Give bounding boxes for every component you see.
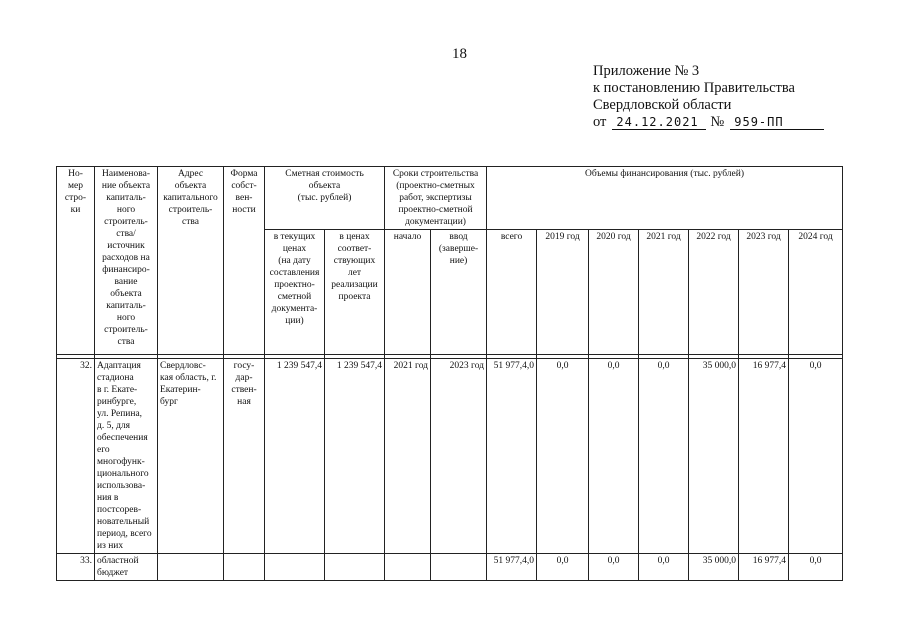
row-cost-current: 1 239 547,4: [265, 359, 325, 554]
row-number: 33.: [57, 554, 95, 581]
header-2020: 2020 год: [589, 230, 639, 355]
row-2024: 0,0: [789, 554, 843, 581]
appendix-resolution-line: к постановлению Правительства: [593, 80, 795, 96]
appendix-region-line: Свердловской области: [593, 97, 732, 113]
header-object-name: Наименова- ние объекта капиталь- ного строитель- ства/ источник расходов на финансиро- вание объекта капиталь- ного строитель- ства: [95, 167, 158, 355]
table-row: [57, 554, 843, 581]
appendix-date-number-line: [593, 114, 824, 131]
appendix-title: Приложение № 3: [593, 63, 700, 79]
header-2022: 2022 год: [689, 230, 739, 355]
row-ownership: [224, 554, 265, 581]
row-cost-years: 1 239 547,4: [325, 359, 385, 554]
row-start: [385, 554, 431, 581]
header-ownership: Форма собст- вен- ности: [224, 167, 265, 355]
header-construction-terms: Сроки строительства (проектно-сметных работ, экспертизы проектно-сметной документации): [385, 167, 487, 230]
row-object-name: Адаптация стадиона в г. Екате- ринбурге, ул. Репина, д. 5, для обеспечения его многофунк- ционального использова- ния в постсорев- новательный период, всего из них: [95, 359, 158, 554]
header-financing-volumes: Объемы финансирования (тыс. рублей): [487, 167, 843, 230]
number-label: №: [710, 114, 725, 130]
row-commission: 2023 год: [431, 359, 487, 554]
header-estimated-cost: Сметная стоимость объекта (тыс. рублей): [265, 167, 385, 230]
resolution-date: 24.12.2021: [612, 115, 706, 130]
row-total: 51 977,4,0: [487, 554, 537, 581]
row-2020: 0,0: [589, 359, 639, 554]
row-2020: 0,0: [589, 554, 639, 581]
row-2023: 16 977,4: [739, 359, 789, 554]
header-cost-current: в текущих ценах (на дату составления проектно- сметной документа- ции): [265, 230, 325, 355]
row-address: Свердловс- кая область, г. Екатерин- бург: [158, 359, 224, 554]
from-label: от: [593, 114, 607, 130]
header-row-number: Но- мер стро- ки: [57, 167, 95, 355]
row-address: [158, 554, 224, 581]
row-2019: 0,0: [537, 359, 589, 554]
row-ownership: госу- дар- ствен- ная: [224, 359, 265, 554]
page-number: 18: [452, 46, 467, 62]
row-2022: 35 000,0: [689, 554, 739, 581]
table-row: [57, 359, 843, 554]
header-2021: 2021 год: [639, 230, 689, 355]
appendix-header: [593, 63, 824, 131]
header-2019: 2019 год: [537, 230, 589, 355]
header-address: Адрес объекта капитального строитель- ства: [158, 167, 224, 355]
row-2021: 0,0: [639, 554, 689, 581]
header-2024: 2024 год: [789, 230, 843, 355]
row-2024: 0,0: [789, 359, 843, 554]
row-object-name: областной бюджет: [95, 554, 158, 581]
resolution-number: 959-ПП: [730, 115, 824, 130]
table-header-row: [57, 167, 843, 230]
row-commission: [431, 554, 487, 581]
row-2021: 0,0: [639, 359, 689, 554]
row-number: 32.: [57, 359, 95, 554]
row-cost-years: [325, 554, 385, 581]
row-cost-current: [265, 554, 325, 581]
row-2019: 0,0: [537, 554, 589, 581]
header-start: начало: [385, 230, 431, 355]
financing-table: [56, 166, 843, 581]
header-2023: 2023 год: [739, 230, 789, 355]
row-2023: 16 977,4: [739, 554, 789, 581]
row-start: 2021 год: [385, 359, 431, 554]
header-total: всего: [487, 230, 537, 355]
row-2022: 35 000,0: [689, 359, 739, 554]
row-total: 51 977,4,0: [487, 359, 537, 554]
header-cost-years: в ценах соответ- ствующих лет реализации проекта: [325, 230, 385, 355]
header-commission: ввод (заверше- ние): [431, 230, 487, 355]
